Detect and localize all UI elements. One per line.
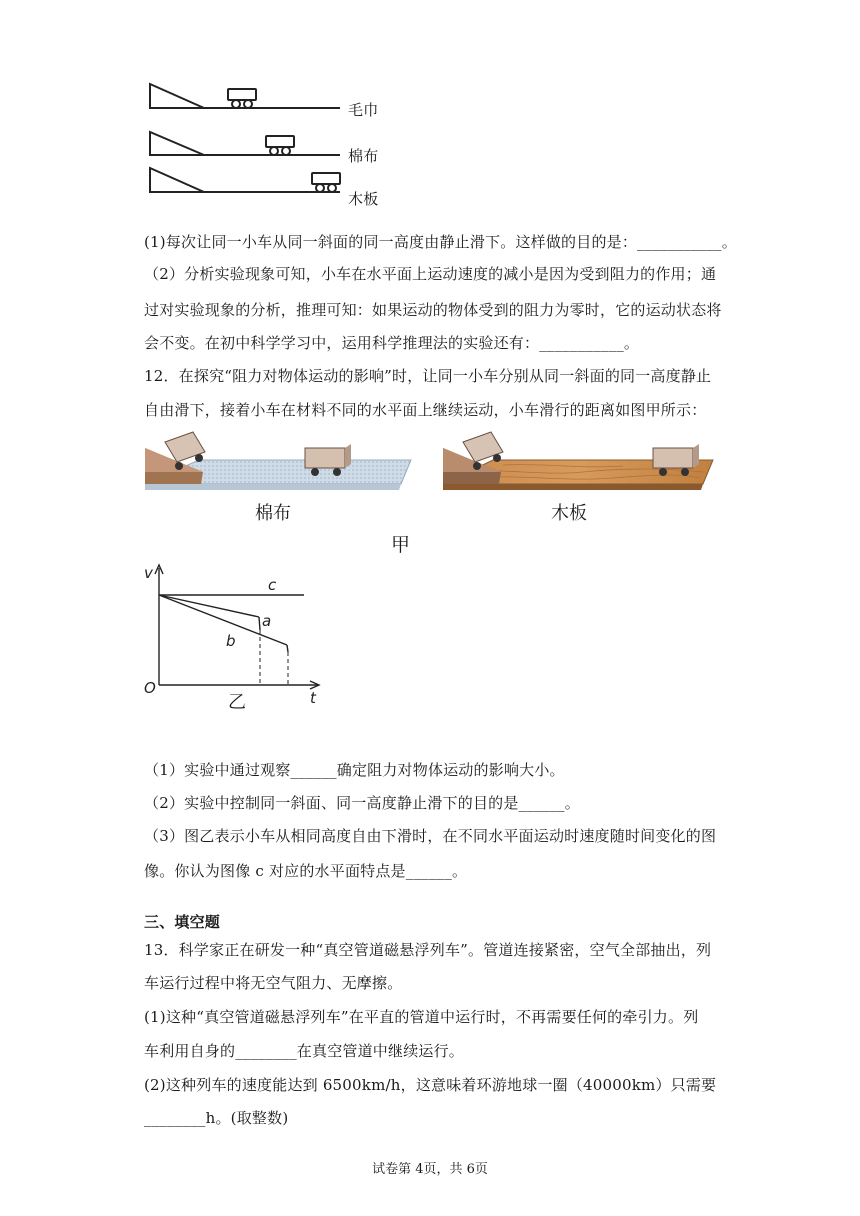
section-title: 三、填空题 [144, 913, 221, 931]
q12-stem-line1: 12．在探究“阻力对物体运动的影响”时，让同一小车分别从同一斜面的同一高度静止 [144, 367, 712, 385]
figure-jia-label-wood: 木板 [551, 503, 587, 524]
figure-yi-caption: 乙 [228, 692, 246, 713]
surface-label-wood: 木板 [348, 190, 379, 208]
q13-part1-line1: (1)这种“真空管道磁悬浮列车”在平直的管道中运行时，不再需要任何的牵引力。列 [144, 1008, 699, 1026]
q12-part3-line1: （3）图乙表示小车从相同高度自由下滑时，在不同水平面运动时速度随时间变化的图 [144, 827, 717, 845]
curve-a-label: a [262, 612, 272, 630]
q12-part2: （2）实验中控制同一斜面、同一高度静止滑下的目的是______。 [144, 794, 580, 812]
q12-part3-line2: 像。你认为图像 c 对应的水平面特点是______。 [144, 862, 468, 880]
ramp-2 [150, 132, 204, 155]
surface-label-cotton: 棉布 [348, 147, 379, 165]
line-b-drop [287, 645, 288, 652]
q13-part1-line2: 车利用自身的________在真空管道中继续运行。 [144, 1042, 465, 1060]
page-footer: 试卷第 4页，共 6页 [372, 1162, 488, 1177]
v-axis-label: v [144, 564, 153, 582]
surfaces-photo-figure [143, 428, 715, 498]
q13-part2-line1: (2)这种列车的速度能达到 6500km/h，这意味着环游地球一圈（40000km）只需要 [144, 1076, 717, 1094]
q11-part2-line1: （2）分析实验现象可知，小车在水平面上运动速度的减小是因为受到阻力的作用；通 [144, 265, 717, 283]
q13-stem-line2: 车运行过程中将无空气阻力、无摩擦。 [144, 974, 403, 992]
origin-label: O [144, 679, 156, 697]
figure-jia-label-cotton: 棉布 [255, 503, 291, 524]
ramp-1 [150, 84, 204, 108]
q11-part2-line2: 过对实验现象的分析，推理可知：如果运动的物体受到的阻力为零时，它的运动状态将 [144, 301, 722, 319]
q12-stem-line2: 自由滑下，接着小车在材料不同的水平面上继续运动，小车滑行的距离如图甲所示： [144, 401, 707, 419]
line-a-drop [259, 617, 260, 630]
q11-part2-line3: 会不变。在初中科学学习中，运用科学推理法的实验还有：___________。 [144, 334, 640, 352]
surface-label-towel: 毛巾 [348, 101, 379, 119]
q11-part1: (1)每次让同一小车从同一斜面的同一高度由静止滑下。这样做的目的是：___________。 [144, 233, 737, 251]
figure-jia-caption: 甲 [391, 534, 411, 556]
curve-c-label: c [268, 576, 277, 594]
q13-stem-line1: 13．科学家正在研发一种“真空管道磁悬浮列车”。管道连接紧密，空气全部抽出，列 [144, 941, 712, 959]
ramp-3 [150, 168, 204, 192]
curve-b-label: b [226, 632, 236, 650]
q12-part1: （1）实验中通过观察______确定阻力对物体运动的影响大小。 [144, 761, 565, 779]
q13-part2-line2: ________h。(取整数) [144, 1109, 289, 1127]
t-axis-label: t [310, 689, 316, 707]
line-a [159, 595, 259, 617]
